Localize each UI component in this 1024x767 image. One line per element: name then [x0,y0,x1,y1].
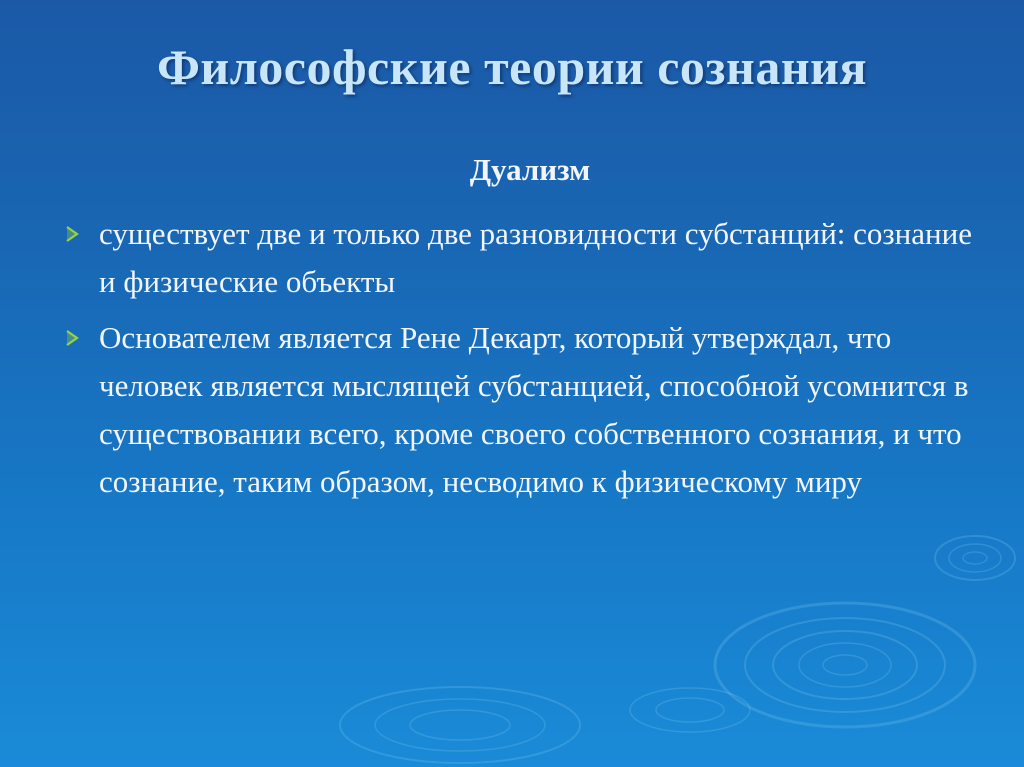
chevron-arrow-icon [64,329,82,347]
bullet-text-2: Основателем является Рене Декарт, который утверждал, что человек является мыслящей субстанцией, способной усомнится в существовании всего, кроме своего собственного сознания, и что сознание, таким образом, несводимо к физическому миру [99,320,969,499]
bullet-text-1: существует две и только две разновидности субстанций: сознание и физические объекты [99,216,972,299]
slide-subtitle: Дуализм [469,152,591,187]
slide-title: Философские теории сознания [156,39,868,95]
bullet-item-1 [64,210,974,306]
chevron-arrow-icon [64,225,82,243]
bullet-item-2 [64,314,974,506]
bullet-list [64,210,974,514]
